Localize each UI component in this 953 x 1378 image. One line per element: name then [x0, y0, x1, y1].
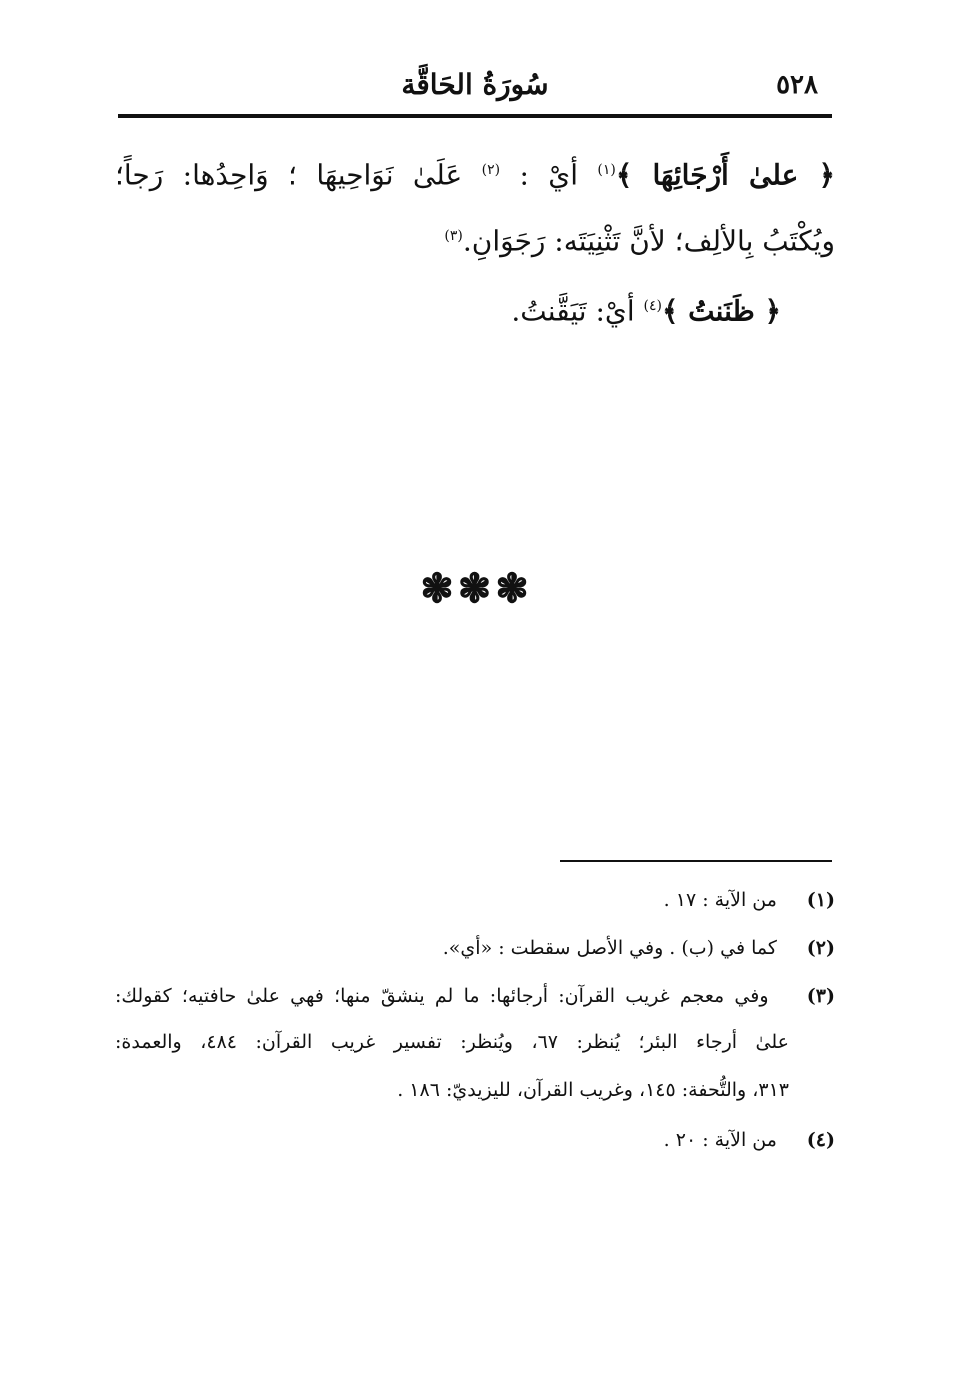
footnote-3-continued: علىٰ أرجاء البئر؛ يُنظر: ٦٧، ويُنظر: تفسير غريب القرآن: ٤٨٤، والعمدة:	[115, 1031, 789, 1053]
footnote-number: (٢)	[806, 937, 835, 959]
footnote-3	[115, 980, 835, 1012]
body-text: أيْ :	[500, 158, 598, 192]
footnote-number: (٤)	[806, 1129, 835, 1151]
footnote-4	[115, 1124, 835, 1156]
footnote-3-continued: ٣١٣، والتُّحفة: ١٤٥، وغريب القرآن، لليزيديّ: ١٨٦ .	[397, 1079, 789, 1101]
body-text: ويُكْتَبُ بِالألِف؛ لأنَّ تَثْنِيَتَه: رَجَوَانِ.	[462, 224, 835, 258]
body-text: أيْ: تَيَقَّنتُ.	[511, 294, 644, 328]
footnote-number: (١)	[806, 889, 835, 911]
footnote-text: كما في (ب) . وفي الأصل سقطت : «أي».	[442, 937, 777, 959]
footnote-1	[115, 884, 835, 916]
footnote-ref: (١)	[597, 162, 616, 178]
footnote-number: (٣)	[806, 985, 835, 1007]
quran-quote: ﴿ علىٰ أَرْجَائِهَا ﴾	[615, 158, 835, 192]
section-separator: ❃❃❃	[420, 565, 533, 612]
footnote-ref: (٣)	[444, 228, 463, 244]
footnote-ref: (٤)	[643, 298, 662, 314]
body-line-1	[115, 148, 835, 197]
footnote-2	[115, 932, 835, 964]
footnote-rule	[560, 860, 832, 862]
page-number: ٥٢٨	[776, 70, 818, 100]
body-line-2	[115, 214, 835, 263]
page-header	[118, 62, 832, 114]
surah-title: سُورَةُ الحَاقَّة	[401, 68, 549, 101]
body-line-3	[61, 284, 781, 333]
body-text: عَلَىٰ نَوَاحِيهَا ؛ وَاحِدُها: رَجاً؛	[115, 158, 482, 192]
footnote-ref: (٢)	[481, 162, 501, 178]
footnote-text: من الآية : ٢٠ .	[663, 1129, 777, 1151]
footnote-text: وفي معجم غريب القرآن: أرجائها: ما لم ينشقّ منها؛ فهي علىٰ حافتيه؛ كقولك:	[115, 985, 769, 1007]
header-rule	[118, 114, 832, 118]
quran-quote: ﴿ ظَنَنتُ ﴾	[662, 294, 781, 328]
footnote-text: من الآية : ١٧ .	[663, 889, 777, 911]
